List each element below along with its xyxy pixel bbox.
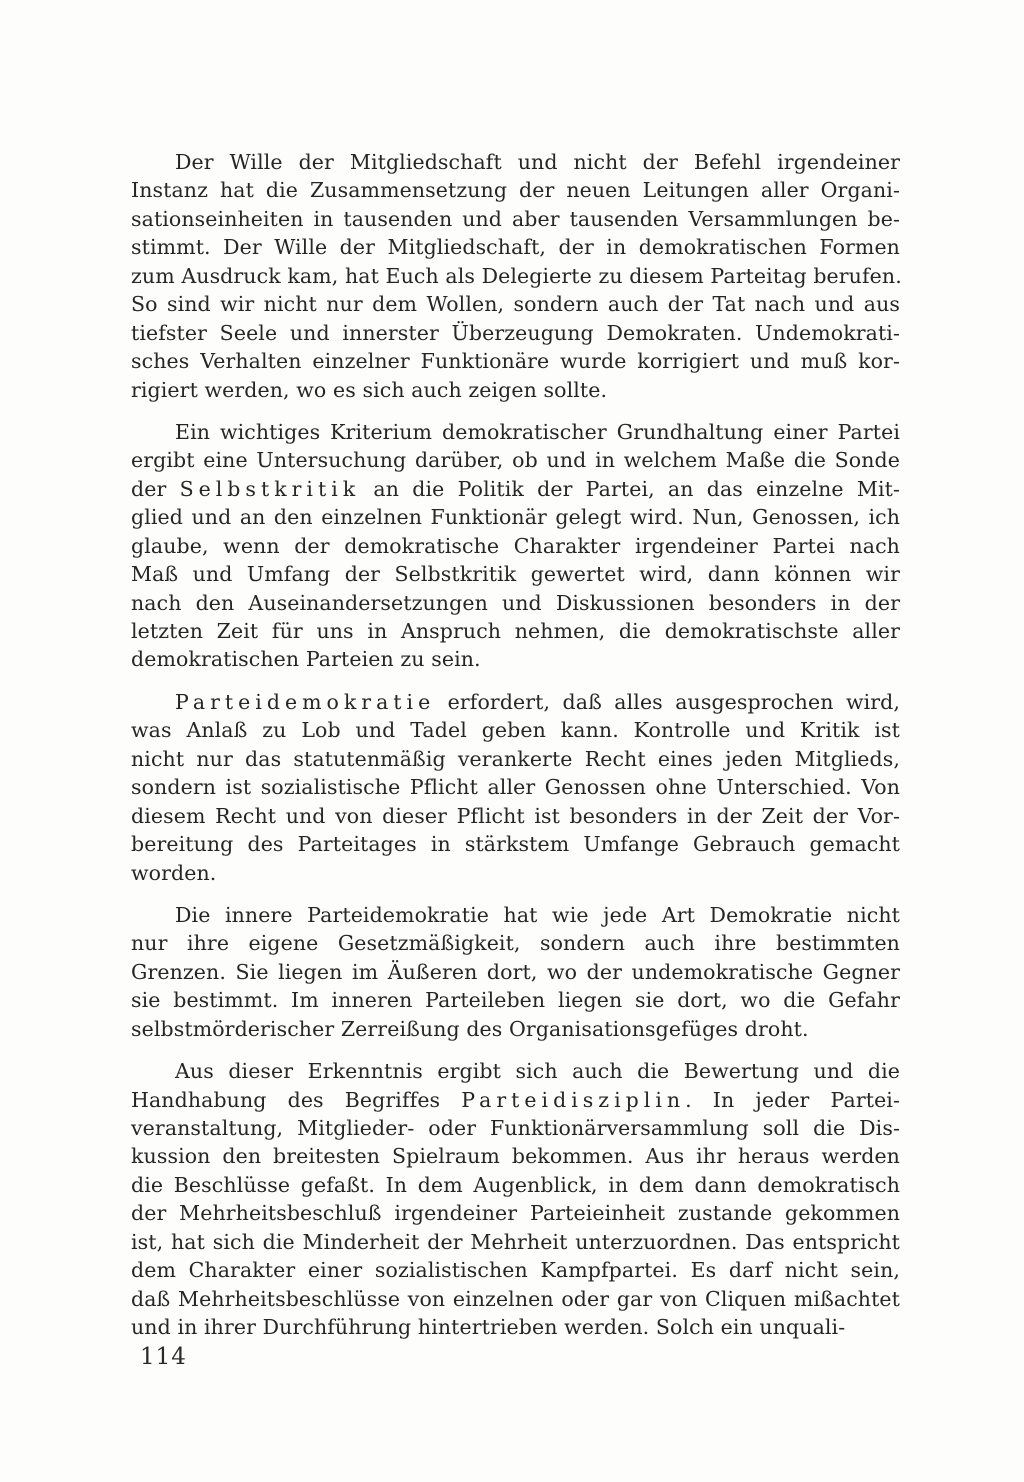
text-line: rigiert werden, wo es sich auch zeigen sollte. — [131, 377, 608, 402]
text-line: daß Mehrheitsbeschlüsse von einzelnen oder gar von Cliquen mißachtet — [131, 1286, 900, 1311]
text-line: zum Ausdruck kam, hat Euch als Delegierte zu diesem Parteitag berufen. — [131, 263, 902, 288]
text-line: ist, hat sich die Minderheit der Mehrheit unterzuordnen. Das entspricht — [131, 1229, 900, 1254]
text-line: glaube, wenn der demokratische Charakter irgendeiner Partei nach — [131, 533, 900, 558]
text-line: worden. — [131, 860, 217, 885]
text-line — [131, 475, 900, 503]
text-line: tiefster Seele und innerster Überzeugung Demokraten. Undemokrati- — [131, 320, 900, 345]
paragraph — [131, 901, 900, 1043]
spaced-emphasis: Parteidemokratie — [175, 689, 436, 714]
text-line: demokratischen Parteien zu sein. — [131, 647, 481, 672]
text-line: Der Wille der Mitgliedschaft und nicht der Befehl irgendeiner — [175, 150, 900, 174]
text-line: diesem Recht und von dieser Pflicht ist besonders in der Zeit der Vor- — [131, 803, 900, 828]
text-line: bereitung des Parteitages in stärkstem Umfange Gebrauch gemacht — [131, 832, 900, 857]
text-line: dem Charakter einer sozialistischen Kampfpartei. Es darf nicht sein, — [131, 1258, 900, 1283]
text-line: was Anlaß zu Lob und Tadel geben kann. Kontrolle und Kritik ist — [131, 718, 900, 743]
text-line: sches Verhalten einzelner Funktionäre wurde korrigiert und muß kor- — [131, 349, 900, 374]
paragraph-gap — [131, 404, 900, 418]
paragraph — [131, 688, 900, 887]
text-segment: an die Politik der Partei, an das einzelne Mit- — [360, 476, 900, 501]
paragraph — [131, 418, 900, 674]
paragraph-gap — [131, 674, 900, 688]
text-line: sie bestimmt. Im inneren Parteileben liegen sie dort, wo die Gefahr — [131, 988, 900, 1013]
paragraph — [131, 148, 900, 404]
text-line: letzten Zeit für uns in Anspruch nehmen, die demokratischste aller — [131, 619, 900, 643]
text-line: Grenzen. Sie liegen im Äußeren dort, wo der undemokratische Gegner — [131, 959, 900, 984]
page-number: 114 — [140, 1344, 187, 1370]
text-segment: . In jeder Partei- — [685, 1087, 900, 1112]
text-line: nach den Auseinandersetzungen und Diskussionen besonders in der — [131, 590, 900, 615]
text-line: selbstmörderischer Zerreißung des Organisationsgefüges droht. — [131, 1016, 809, 1041]
text-line: nur ihre eigene Gesetzmäßigkeit, sondern auch ihre bestimmten — [131, 931, 900, 956]
spaced-emphasis: Selbstkritik — [179, 476, 361, 501]
text-line: nicht nur das statutenmäßig verankerte Recht eines jeden Mitglieds, — [131, 746, 900, 771]
text-line: glied und an den einzelnen Funktionär gelegt wird. Nun, Genossen, ich — [131, 505, 900, 530]
paragraph — [131, 1057, 900, 1341]
text-line: Instanz hat die Zusammensetzung der neuen Leitungen aller Organi- — [131, 178, 900, 203]
spaced-emphasis: Parteidisziplin — [461, 1087, 686, 1112]
text-segment: erfordert, daß alles ausgesprochen wird, — [435, 689, 900, 714]
paragraph-gap — [131, 887, 900, 901]
text-line: Maß und Umfang der Selbstkritik gewertet wird, dann können wir — [131, 562, 900, 587]
text-segment: Handhabung des Begriffes — [131, 1087, 462, 1112]
text-line: ergibt eine Untersuchung darüber, ob und in welchem Maße die Sonde — [131, 448, 900, 473]
text-line: und in ihrer Durchführung hintertrieben werden. Solch ein unquali- — [131, 1315, 846, 1340]
text-line: Die innere Parteidemokratie hat wie jede Art Demokratie nicht — [175, 902, 900, 927]
text-line: So sind wir nicht nur dem Wollen, sondern auch der Tat nach und aus — [131, 292, 900, 317]
paragraph-gap — [131, 1043, 900, 1057]
body-text — [131, 148, 900, 1342]
text-line: veranstaltung, Mitglieder- oder Funktionärversammlung soll die Dis- — [131, 1116, 900, 1140]
text-line: der Mehrheitsbeschluß irgendeiner Parteieinheit zustande gekommen — [131, 1201, 900, 1226]
text-line: Aus dieser Erkenntnis ergibt sich auch die Bewertung und die — [175, 1059, 900, 1084]
text-line: Ein wichtiges Kriterium demokratischer Grundhaltung einer Partei — [175, 419, 900, 444]
text-line: sationseinheiten in tausenden und aber tausenden Versammlungen be- — [131, 206, 900, 231]
text-line: die Beschlüsse gefaßt. In dem Augenblick, in dem dann demokratisch — [131, 1172, 900, 1197]
text-line: sondern ist sozialistische Pflicht aller Genossen ohne Unterschied. Von — [131, 775, 900, 800]
text-line: stimmt. Der Wille der Mitgliedschaft, der in demokratischen Formen — [131, 235, 900, 260]
text-line — [131, 688, 900, 716]
text-segment: der — [131, 476, 180, 501]
text-line — [131, 1086, 900, 1114]
text-line: kussion den breitesten Spielraum bekommen. Aus ihr heraus werden — [131, 1144, 900, 1169]
